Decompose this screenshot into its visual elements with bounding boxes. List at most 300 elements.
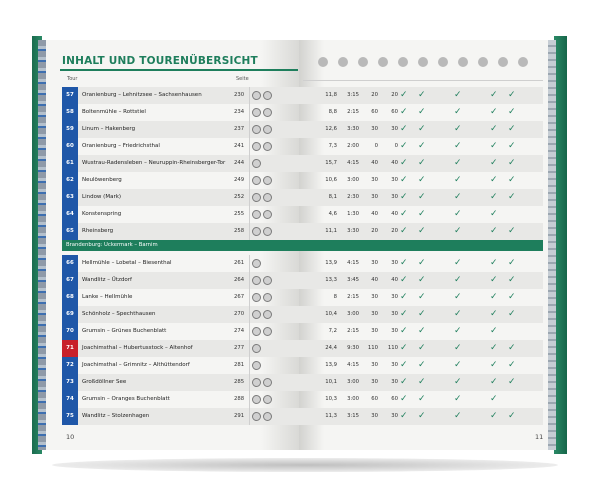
check-icon: ✓ [454, 411, 462, 421]
column-divider [249, 391, 250, 408]
difficulty-icon [252, 276, 261, 285]
tour-page: 274 [234, 328, 245, 334]
tour-stats-row [299, 408, 543, 425]
check-icon: ✓ [454, 360, 462, 370]
tour-ascent: 30 [371, 177, 378, 183]
family-icon [263, 412, 272, 421]
tour-name: Großdöllner See [82, 379, 127, 385]
family-icon [263, 227, 272, 236]
tour-duration: 2:15 [347, 294, 359, 300]
check-icon: ✓ [454, 124, 462, 134]
tour-descent: 30 [391, 177, 398, 183]
tour-duration: 2:30 [347, 194, 359, 200]
check-icon: ✓ [454, 258, 462, 268]
check-icon: ✓ [400, 326, 408, 336]
column-divider [249, 323, 250, 340]
check-icon: ✓ [490, 343, 498, 353]
tour-page: 285 [234, 379, 245, 385]
check-icon: ✓ [400, 90, 408, 100]
hiker-icon [358, 57, 368, 67]
tour-page: 258 [234, 228, 245, 234]
tour-number: 66 [62, 255, 78, 272]
tour-number: 60 [62, 138, 78, 155]
tour-page: 288 [234, 396, 245, 402]
check-icon: ✓ [418, 124, 426, 134]
bus-icon [318, 57, 328, 67]
check-icon: ✓ [418, 326, 426, 336]
tour-descent: 30 [391, 194, 398, 200]
column-divider [249, 340, 250, 357]
tour-number: 59 [62, 121, 78, 138]
check-icon: ✓ [400, 377, 408, 387]
tour-name: Rheinsberg [82, 228, 114, 234]
tour-page: 241 [234, 143, 245, 149]
tour-number: 75 [62, 408, 78, 425]
column-divider [249, 121, 250, 138]
tour-duration: 3:30 [347, 126, 359, 132]
family-icon [263, 142, 272, 151]
check-icon: ✓ [418, 360, 426, 370]
difficulty-icon [252, 142, 261, 151]
check-icon: ✓ [508, 107, 516, 117]
tour-duration: 4:15 [347, 260, 359, 266]
check-icon: ✓ [454, 394, 462, 404]
difficulty-icon [252, 176, 261, 185]
tour-name: Wandlitz – Stolzenhagen [82, 413, 150, 419]
tour-duration: 2:15 [347, 328, 359, 334]
tour-ascent: 0 [374, 143, 378, 149]
check-icon: ✓ [454, 292, 462, 302]
tour-stats-row [299, 223, 543, 240]
tour-name: Oranienburg – Friedrichsthal [82, 143, 160, 149]
tour-row [62, 223, 299, 240]
region-label: Brandenburg: Uckermark – Barnim [66, 242, 158, 248]
bench-icon [398, 57, 408, 67]
check-icon: ✓ [508, 192, 516, 202]
family-icon [263, 108, 272, 117]
check-icon: ✓ [454, 275, 462, 285]
tour-page: 244 [234, 160, 245, 166]
tour-row [62, 391, 299, 408]
tour-page: 281 [234, 362, 245, 368]
column-divider [249, 306, 250, 323]
check-icon: ✓ [490, 411, 498, 421]
check-icon: ✓ [400, 209, 408, 219]
tour-ascent: 40 [371, 277, 378, 283]
tour-descent: 40 [391, 160, 398, 166]
column-divider [249, 374, 250, 391]
book-shadow [52, 458, 558, 472]
restaurant-icon [418, 57, 428, 67]
tour-page: 234 [234, 109, 245, 115]
check-icon: ✓ [490, 394, 498, 404]
page-title: INHALT UND TOURENÜBERSICHT [62, 55, 258, 67]
tour-duration: 9:30 [347, 345, 359, 351]
tour-row [62, 189, 299, 206]
difficulty-icon [252, 108, 261, 117]
tour-duration: 3:00 [347, 177, 359, 183]
tour-ascent: 30 [371, 413, 378, 419]
tour-ascent: 30 [371, 294, 378, 300]
tour-name: Oranienburg – Lehnitzsee – Sachsenhausen [82, 92, 202, 98]
tour-distance: 8,1 [328, 194, 337, 200]
tour-row [62, 374, 299, 391]
check-icon: ✓ [490, 209, 498, 219]
tour-distance: 13,9 [325, 362, 337, 368]
family-icon [263, 176, 272, 185]
family-icon [263, 125, 272, 134]
tour-row [62, 172, 299, 189]
tour-descent: 110 [387, 345, 398, 351]
check-icon: ✓ [490, 258, 498, 268]
check-icon: ✓ [418, 107, 426, 117]
check-icon: ✓ [454, 377, 462, 387]
difficulty-icon [252, 293, 261, 302]
check-icon: ✓ [490, 175, 498, 185]
tour-ascent: 20 [371, 228, 378, 234]
tour-duration: 3:00 [347, 379, 359, 385]
tour-page: 230 [234, 92, 245, 98]
tour-distance: 15,7 [325, 160, 337, 166]
page-number-right: 11 [535, 433, 544, 441]
tour-ascent: 40 [371, 211, 378, 217]
tour-duration: 2:15 [347, 109, 359, 115]
difficulty-icon [252, 361, 261, 370]
check-icon: ✓ [400, 107, 408, 117]
picnic-icon [458, 57, 468, 67]
check-icon: ✓ [508, 124, 516, 134]
tour-row [62, 289, 299, 306]
tour-row [62, 255, 299, 272]
check-icon: ✓ [508, 158, 516, 168]
tour-page: 249 [234, 177, 245, 183]
tour-distance: 13,3 [325, 277, 337, 283]
difficulty-icon [252, 91, 261, 100]
tour-ascent: 30 [371, 362, 378, 368]
difficulty-icon [252, 395, 261, 404]
tour-duration: 4:15 [347, 160, 359, 166]
tour-distance: 12,6 [325, 126, 337, 132]
tour-number: 73 [62, 374, 78, 391]
tour-stats-row [299, 138, 543, 155]
column-divider [249, 223, 250, 240]
column-divider [249, 357, 250, 374]
check-icon: ✓ [400, 141, 408, 151]
check-icon: ✓ [418, 209, 426, 219]
check-icon: ✓ [400, 411, 408, 421]
family-icon [263, 395, 272, 404]
check-icon: ✓ [490, 124, 498, 134]
tour-row [62, 87, 299, 104]
tour-name: Linum – Hakenberg [82, 126, 136, 132]
tour-row [62, 121, 299, 138]
tour-duration: 4:15 [347, 362, 359, 368]
difficulty-icon [252, 259, 261, 268]
tour-descent: 30 [391, 311, 398, 317]
tour-name: Konstenspring [82, 211, 122, 217]
tour-number: 58 [62, 104, 78, 121]
tour-stats-row [299, 272, 543, 289]
difficulty-icon [252, 227, 261, 236]
tour-page: 264 [234, 277, 245, 283]
page-edges-right [547, 40, 556, 450]
tour-number: 71 [62, 340, 78, 357]
tour-descent: 60 [391, 396, 398, 402]
tour-row [62, 357, 299, 374]
region-band [62, 240, 543, 251]
tour-duration: 3:45 [347, 277, 359, 283]
check-icon: ✓ [400, 124, 408, 134]
check-icon: ✓ [508, 343, 516, 353]
tour-ascent: 30 [371, 194, 378, 200]
tour-ascent: 30 [371, 328, 378, 334]
tour-descent: 60 [391, 109, 398, 115]
tour-duration: 3:30 [347, 228, 359, 234]
family-icon [263, 327, 272, 336]
tour-distance: 24,4 [325, 345, 337, 351]
difficulty-icon [252, 412, 261, 421]
check-icon: ✓ [454, 107, 462, 117]
check-icon: ✓ [418, 394, 426, 404]
check-icon: ✓ [508, 360, 516, 370]
check-icon: ✓ [400, 258, 408, 268]
tour-ascent: 30 [371, 379, 378, 385]
check-icon: ✓ [490, 292, 498, 302]
check-icon: ✓ [418, 309, 426, 319]
check-icon: ✓ [418, 275, 426, 285]
tour-ascent: 40 [371, 160, 378, 166]
check-icon: ✓ [400, 175, 408, 185]
tour-ascent: 30 [371, 260, 378, 266]
check-icon: ✓ [508, 275, 516, 285]
difficulty-icon [252, 159, 261, 168]
check-icon: ✓ [508, 226, 516, 236]
tour-name: Boltenmühle – Rottstiel [82, 109, 146, 115]
check-icon: ✓ [454, 175, 462, 185]
tour-page: 255 [234, 211, 245, 217]
check-icon: ✓ [454, 141, 462, 151]
tour-row [62, 104, 299, 121]
check-icon: ✓ [454, 309, 462, 319]
column-divider [249, 172, 250, 189]
check-icon: ✓ [418, 377, 426, 387]
check-icon: ✓ [508, 292, 516, 302]
tour-stats-row [299, 189, 543, 206]
tour-stats-row [299, 340, 543, 357]
check-icon: ✓ [490, 158, 498, 168]
tour-ascent: 30 [371, 126, 378, 132]
tour-descent: 30 [391, 328, 398, 334]
difficulty-icon [252, 378, 261, 387]
tour-descent: 30 [391, 379, 398, 385]
column-divider [249, 189, 250, 206]
tour-name: Grumsin – Oranges Buchenblatt [82, 396, 170, 402]
tour-distance: 11,1 [325, 228, 337, 234]
family-icon [263, 193, 272, 202]
train-icon [518, 57, 528, 67]
tour-descent: 40 [391, 211, 398, 217]
check-icon: ✓ [454, 158, 462, 168]
column-divider [249, 289, 250, 306]
column-divider [249, 155, 250, 172]
tour-row [62, 155, 299, 172]
tour-page: 237 [234, 126, 245, 132]
tour-duration: 3:00 [347, 396, 359, 402]
check-icon: ✓ [508, 411, 516, 421]
check-icon: ✓ [454, 192, 462, 202]
check-icon: ✓ [418, 343, 426, 353]
header-seite: Seite [236, 76, 249, 82]
tour-descent: 20 [391, 228, 398, 234]
tour-name: Lindow (Mark) [82, 194, 122, 200]
check-icon: ✓ [418, 141, 426, 151]
check-icon: ✓ [508, 377, 516, 387]
header-tour: Tour [67, 76, 78, 82]
family-icon [263, 293, 272, 302]
tour-descent: 20 [391, 92, 398, 98]
check-icon: ✓ [418, 258, 426, 268]
check-icon: ✓ [400, 158, 408, 168]
tour-descent: 30 [391, 362, 398, 368]
tour-duration: 3:15 [347, 413, 359, 419]
tour-distance: 10,4 [325, 311, 337, 317]
tour-stats-row [299, 155, 543, 172]
tour-stats-row [299, 357, 543, 374]
tour-stats-row [299, 323, 543, 340]
check-icon: ✓ [490, 107, 498, 117]
header-icons [318, 57, 538, 71]
tour-duration: 3:15 [347, 92, 359, 98]
tour-name: Wustrau-Radensleben – Neuruppin-Rheinsberger-Tor [82, 160, 226, 166]
difficulty-icon [252, 125, 261, 134]
check-icon: ✓ [454, 90, 462, 100]
tour-number: 70 [62, 323, 78, 340]
check-icon: ✓ [490, 326, 498, 336]
tour-ascent: 60 [371, 109, 378, 115]
tour-number: 69 [62, 306, 78, 323]
check-icon: ✓ [418, 158, 426, 168]
tour-distance: 7,3 [328, 143, 337, 149]
check-icon: ✓ [508, 309, 516, 319]
tour-row [62, 138, 299, 155]
check-icon: ✓ [490, 377, 498, 387]
tour-stats-row [299, 121, 543, 138]
check-icon: ✓ [400, 275, 408, 285]
mountain-icon [338, 57, 348, 67]
tour-stats-row [299, 206, 543, 223]
tour-page: 270 [234, 311, 245, 317]
tour-page: 291 [234, 413, 245, 419]
tour-duration: 1:30 [347, 211, 359, 217]
tour-distance: 10,6 [325, 177, 337, 183]
difficulty-icon [252, 193, 261, 202]
check-icon: ✓ [400, 292, 408, 302]
difficulty-icon [252, 327, 261, 336]
tour-stats-row [299, 306, 543, 323]
tour-page: 277 [234, 345, 245, 351]
column-divider [249, 87, 250, 104]
tour-name: Wandlitz – Ützdorf [82, 277, 132, 283]
tour-descent: 30 [391, 294, 398, 300]
check-icon: ✓ [400, 309, 408, 319]
tour-descent: 30 [391, 126, 398, 132]
check-icon: ✓ [418, 292, 426, 302]
dog-icon [378, 57, 388, 67]
tour-name: Neulöwenberg [82, 177, 122, 183]
check-icon: ✓ [454, 343, 462, 353]
check-icon: ✓ [418, 90, 426, 100]
tour-name: Grumsin – Grünes Buchenblatt [82, 328, 167, 334]
tour-ascent: 110 [367, 345, 378, 351]
tour-number: 57 [62, 87, 78, 104]
column-divider [249, 272, 250, 289]
tour-number: 61 [62, 155, 78, 172]
check-icon: ✓ [490, 141, 498, 151]
check-icon: ✓ [490, 226, 498, 236]
tour-distance: 8,8 [328, 109, 337, 115]
family-icon [263, 91, 272, 100]
family-icon [263, 378, 272, 387]
tour-stats-row [299, 391, 543, 408]
header-rule [303, 80, 543, 81]
sign-icon [438, 57, 448, 67]
tour-distance: 13,9 [325, 260, 337, 266]
page-number-left: 10 [66, 433, 75, 441]
check-icon: ✓ [490, 360, 498, 370]
column-divider [249, 408, 250, 425]
tour-page: 261 [234, 260, 245, 266]
tour-stats-row [299, 104, 543, 121]
check-icon: ✓ [490, 90, 498, 100]
tour-descent: 30 [391, 260, 398, 266]
check-icon: ✓ [400, 192, 408, 202]
tour-duration: 2:00 [347, 143, 359, 149]
column-divider [249, 138, 250, 155]
tour-stats-row [299, 374, 543, 391]
check-icon: ✓ [454, 326, 462, 336]
tour-number: 65 [62, 223, 78, 240]
check-icon: ✓ [400, 226, 408, 236]
tour-number: 67 [62, 272, 78, 289]
tour-descent: 40 [391, 277, 398, 283]
tour-number: 68 [62, 289, 78, 306]
tour-row [62, 306, 299, 323]
check-icon: ✓ [400, 394, 408, 404]
check-icon: ✓ [490, 309, 498, 319]
tour-name: Schönholz – Spechthausen [82, 311, 156, 317]
tent-icon [478, 57, 488, 67]
tour-name: Lanke – Hellmühle [82, 294, 133, 300]
tour-number: 62 [62, 172, 78, 189]
tour-name: Hellmühle – Lobetal – Biesenthal [82, 260, 172, 266]
tour-distance: 8 [333, 294, 337, 300]
difficulty-icon [252, 310, 261, 319]
tour-page: 252 [234, 194, 245, 200]
tour-distance: 7,2 [328, 328, 337, 334]
check-icon: ✓ [400, 343, 408, 353]
tour-stats-row [299, 255, 543, 272]
tour-name: Joachimsthal – Hubertusstock – Altenhof [82, 345, 193, 351]
tour-ascent: 60 [371, 396, 378, 402]
tour-number: 63 [62, 189, 78, 206]
tour-descent: 0 [394, 143, 398, 149]
tour-number: 74 [62, 391, 78, 408]
family-icon [263, 310, 272, 319]
check-icon: ✓ [400, 360, 408, 370]
church-icon [498, 57, 508, 67]
check-icon: ✓ [454, 226, 462, 236]
tour-ascent: 30 [371, 311, 378, 317]
